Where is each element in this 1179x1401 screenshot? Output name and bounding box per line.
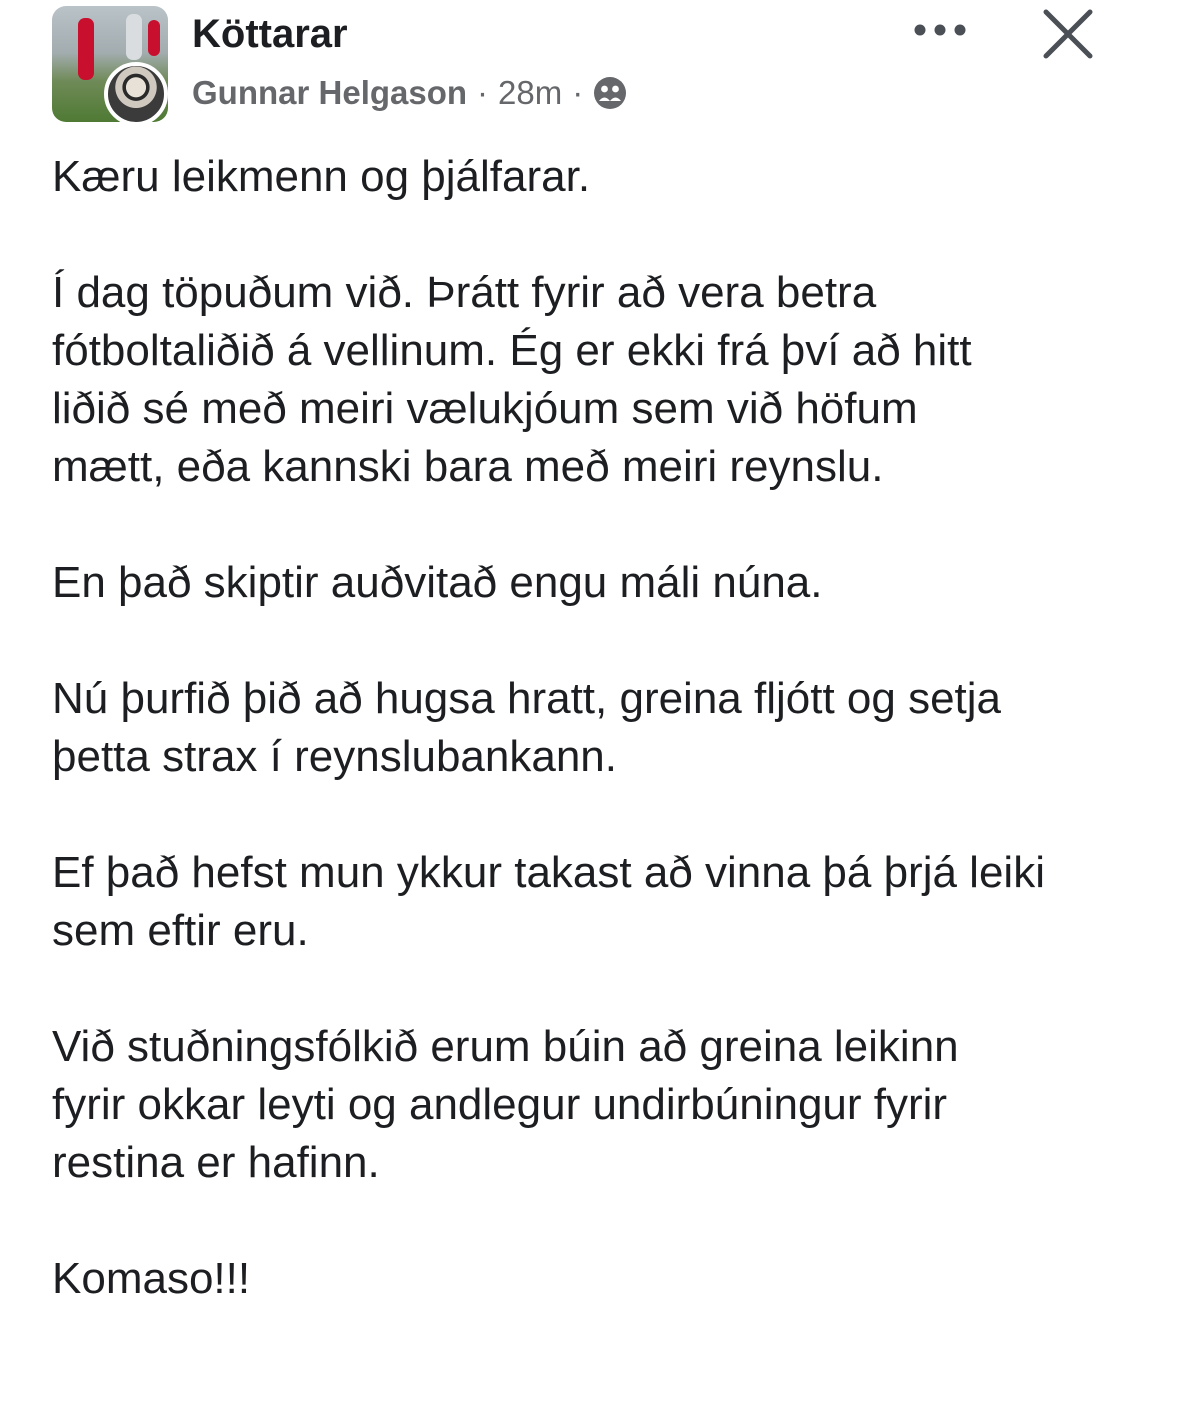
more-horizontal-icon[interactable] <box>910 6 970 56</box>
group-name-link[interactable]: Köttarar <box>192 12 348 56</box>
post-body <box>52 148 1132 1366</box>
close-icon[interactable] <box>1040 6 1096 62</box>
post-paragraph: En það skiptir auðvitað engu máli núna. <box>52 558 823 607</box>
meta-separator: · <box>477 74 489 111</box>
post-paragraph: Komaso!!! <box>52 1254 251 1303</box>
timestamp-link[interactable]: 28m <box>498 74 563 111</box>
photo-figure <box>126 14 142 60</box>
post-paragraph: Nú þurfið þið að hugsa hratt, greina fljótt og setja þetta strax í reynslubankann. <box>52 674 1002 781</box>
meta-separator: · <box>572 74 584 111</box>
author-link[interactable]: Gunnar Helgason <box>192 74 468 111</box>
avatar-stack[interactable] <box>52 6 172 126</box>
photo-figure <box>148 20 160 56</box>
privacy-icon[interactable] <box>593 76 627 110</box>
post-meta <box>192 74 627 112</box>
post-paragraph: Kæru leikmenn og þjálfarar. <box>52 152 591 201</box>
photo-figure <box>78 18 94 80</box>
post-paragraph: Ef það hefst mun ykkur takast að vinna þá þrjá leiki sem eftir eru. <box>52 848 1045 955</box>
user-avatar[interactable] <box>104 62 168 126</box>
post-paragraph: Við stuðningsfólkið erum búin að greina leikinn fyrir okkar leyti og andlegur undirbúningur fyrir restina er hafinn. <box>52 1022 959 1187</box>
post-paragraph: Í dag töpuðum við. Þrátt fyrir að vera betra fótboltaliðið á vellinum. Ég er ekki frá því að hitt liðið sé með meiri vælukjóum sem við höfum mætt, eða kannski bara með meiri reynslu. <box>52 268 972 491</box>
post-header <box>52 6 1152 126</box>
